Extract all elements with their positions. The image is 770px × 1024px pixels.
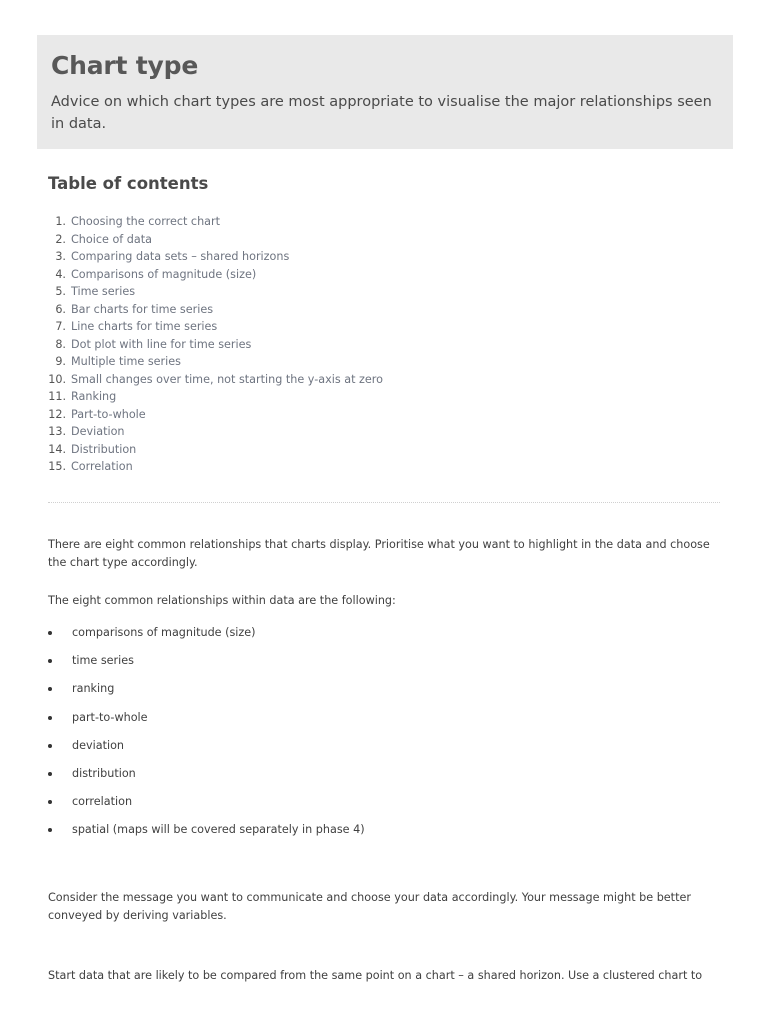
toc-link[interactable]: Correlation: [71, 460, 133, 473]
toc-link[interactable]: Comparing data sets – shared horizons: [71, 250, 290, 263]
toc-item-number: 8.: [55, 337, 66, 351]
toc-item: [48, 213, 720, 231]
toc-link[interactable]: Bar charts for time series: [71, 302, 214, 316]
list-item: [48, 652, 720, 680]
toc-item-number: 12.: [48, 407, 66, 421]
toc-link[interactable]: Multiple time series: [71, 355, 181, 368]
list-item: [48, 737, 720, 765]
table-of-contents: [48, 172, 720, 476]
toc-item-number: 5.: [55, 285, 66, 298]
toc-link[interactable]: Choice of data: [71, 232, 152, 246]
list-intro-paragraph: The eight common relationships within data are the following:: [48, 594, 396, 607]
list-item-label: part-to-whole: [72, 710, 148, 724]
bullet-icon: [48, 631, 52, 635]
list-item-label: distribution: [72, 766, 136, 780]
toc-link[interactable]: Dot plot with line for time series: [71, 337, 252, 351]
intro-paragraph: There are eight common relationships that charts display. Prioritise what you want to highlight in the data and choose the chart type accordingly.: [48, 538, 710, 569]
list-item-label: deviation: [72, 738, 124, 752]
list-item: [48, 821, 720, 849]
toc-item-number: 14.: [48, 442, 66, 456]
toc-item: [48, 318, 720, 336]
list-item-label: ranking: [72, 682, 115, 696]
bullet-icon: [48, 772, 52, 776]
choice-of-data-paragraph: Consider the message you want to communicate and choose your data accordingly. Your message might be better conveyed by deriving variables.: [48, 891, 691, 922]
list-item-label: comparisons of magnitude (size): [72, 626, 256, 639]
toc-item: [48, 231, 720, 249]
toc-item: [48, 371, 720, 389]
toc-item-number: 11.: [48, 390, 66, 403]
toc-item: [48, 406, 720, 424]
toc-item-number: 9.: [55, 355, 66, 368]
toc-link[interactable]: Line charts for time series: [71, 320, 218, 333]
toc-item-number: 6.: [55, 302, 66, 316]
toc-item-number: 2.: [55, 232, 66, 246]
toc-item: [48, 353, 720, 371]
list-item-label: correlation: [72, 795, 133, 809]
section-divider: [48, 502, 720, 503]
list-item: [48, 765, 720, 793]
list-item: [48, 624, 720, 652]
toc-list: [48, 213, 720, 476]
bullet-icon: [48, 687, 52, 691]
toc-item: [48, 283, 720, 301]
toc-link[interactable]: Choosing the correct chart: [71, 215, 221, 228]
toc-link[interactable]: Part-to-whole: [71, 407, 146, 421]
toc-item-number: 15.: [48, 460, 66, 473]
shared-horizons-paragraph: Start data that are likely to be compared from the same point on a chart – a shared horizon. Use a clustered chart to: [48, 969, 703, 982]
toc-link[interactable]: Comparisons of magnitude (size): [71, 267, 257, 281]
toc-link[interactable]: Time series: [71, 285, 136, 298]
toc-item: [48, 458, 720, 476]
toc-item: [48, 336, 720, 354]
toc-item: [48, 301, 720, 319]
bullet-icon: [48, 659, 52, 663]
bullet-icon: [48, 800, 52, 804]
page-subtitle: Advice on which chart types are most appropriate to visualise the major relationships seen in data.: [51, 94, 712, 132]
toc-item: [48, 266, 720, 284]
toc-item: [48, 388, 720, 406]
toc-item-number: 7.: [55, 320, 66, 333]
toc-item: [48, 423, 720, 441]
toc-item: [48, 248, 720, 266]
list-item-label: spatial (maps will be covered separately in phase 4): [72, 823, 365, 837]
toc-link[interactable]: Distribution: [71, 442, 137, 456]
toc-item-number: 10.: [48, 372, 66, 386]
toc-link[interactable]: Ranking: [71, 390, 117, 403]
relationships-list: [48, 624, 720, 850]
list-item: [48, 793, 720, 821]
toc-item-number: 13.: [48, 425, 66, 438]
toc-item-number: 4.: [55, 267, 66, 281]
toc-item-number: 3.: [55, 250, 66, 263]
page-header: [37, 35, 733, 149]
list-item-label: time series: [72, 654, 134, 668]
bullet-icon: [48, 744, 52, 748]
bullet-icon: [48, 716, 52, 720]
list-item: [48, 709, 720, 737]
toc-link[interactable]: Deviation: [71, 425, 125, 438]
toc-item: [48, 441, 720, 459]
page-title: Chart type: [51, 51, 199, 80]
bullet-icon: [48, 828, 52, 832]
toc-heading: Table of contents: [48, 174, 209, 193]
toc-link[interactable]: Small changes over time, not starting the y-axis at zero: [71, 372, 383, 386]
list-item: [48, 680, 720, 708]
toc-item-number: 1.: [55, 215, 66, 228]
